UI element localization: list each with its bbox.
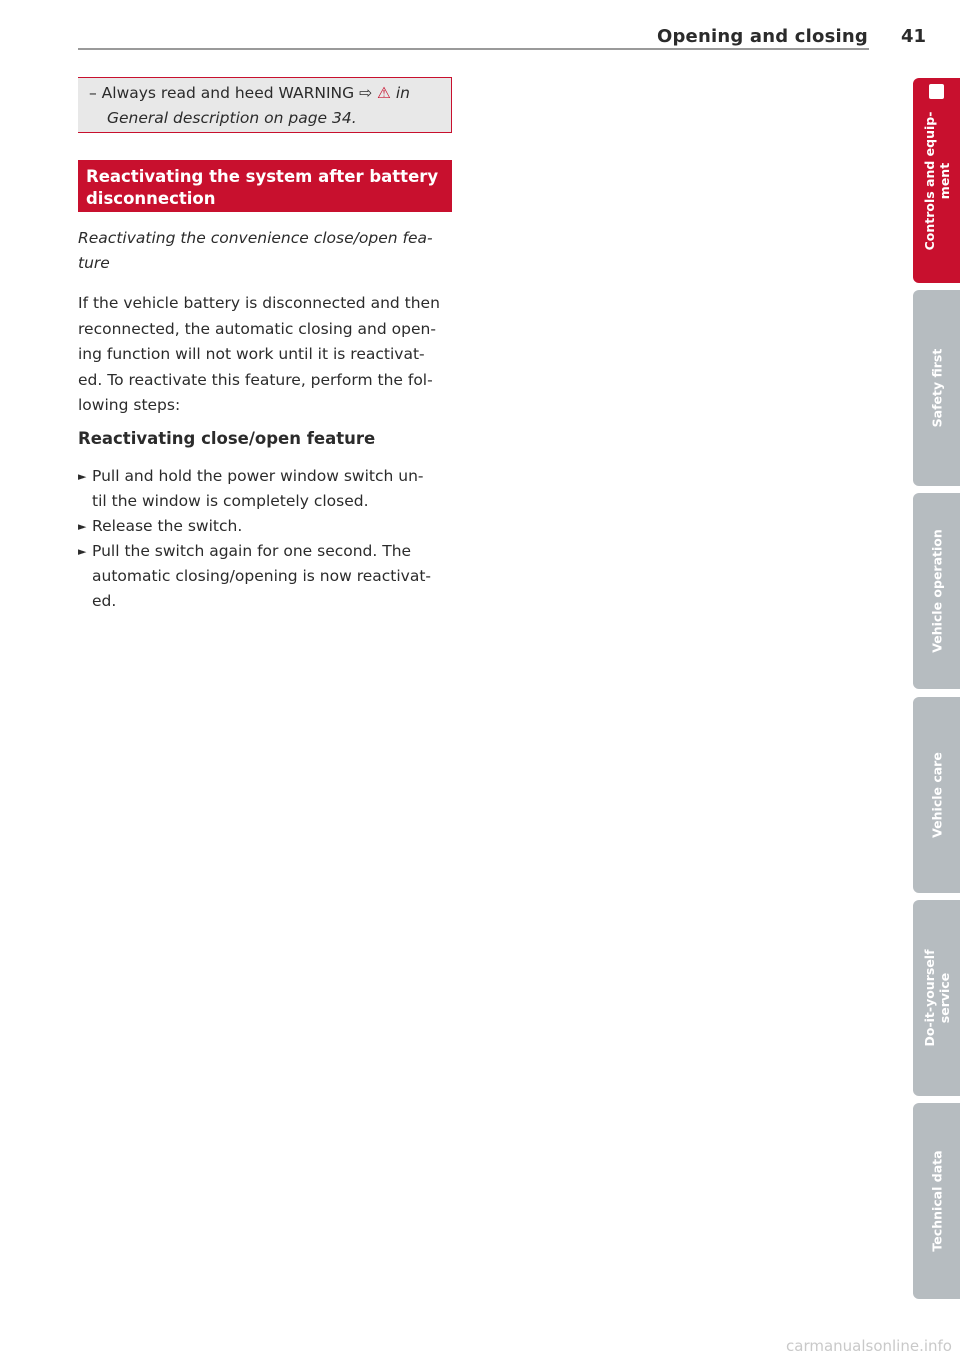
tab-label	[929, 529, 944, 653]
tab-label-line2: ment	[936, 162, 952, 199]
tab-do-it-yourself-service[interactable]	[913, 900, 960, 1096]
tab-safety-first[interactable]	[913, 290, 960, 486]
warning-note-line1	[89, 84, 410, 102]
procedure-heading: Reactivating close/open feature	[78, 429, 376, 448]
warning-note-reference[interactable]: General description on page 34.	[107, 109, 357, 127]
warning-triangle-icon: ⚠	[376, 84, 391, 102]
tab-label-line1: Technical data	[929, 1150, 944, 1252]
running-header-title: Opening and closing	[656, 26, 868, 47]
tab-label-line1: Vehicle operation	[929, 529, 944, 653]
section-heading-line2: disconnection	[86, 189, 216, 208]
tab-controls-and-equipment[interactable]	[913, 78, 960, 283]
step-line: til the window is completely closed.	[92, 492, 369, 510]
body-line: ed. To reactivate this feature, perform the fol-	[78, 370, 433, 389]
step-line: Pull and hold the power window switch un-	[92, 467, 424, 485]
subtitle-line1: Reactivating the convenience close/open fea-	[78, 229, 433, 247]
tab-label-line1: Do-it-yourself	[921, 949, 937, 1047]
subtitle-line2: ture	[78, 254, 110, 272]
body-line: lowing steps:	[78, 396, 181, 414]
tab-label-line1: Vehicle care	[929, 752, 944, 838]
step-line: ed.	[92, 592, 117, 610]
step-line: Pull the switch again for one second. The	[92, 542, 412, 560]
section-subtitle	[78, 226, 458, 276]
tab-label	[922, 111, 952, 250]
tab-label-line1: Controls and equip-	[921, 111, 937, 250]
page-number: 41	[901, 26, 927, 47]
tab-marker-icon	[929, 84, 944, 99]
step-line: Release the switch.	[92, 517, 243, 535]
arrow-bullet-icon: ►	[78, 545, 87, 558]
watermark: carmanualsonline.info	[786, 1337, 952, 1355]
tab-technical-data[interactable]	[913, 1103, 960, 1299]
body-line: If the vehicle battery is disconnected and then	[78, 294, 440, 312]
section-heading	[86, 166, 446, 210]
tab-vehicle-care[interactable]	[913, 697, 960, 893]
warning-note-italic: in	[390, 84, 410, 102]
procedure-step	[78, 539, 458, 614]
arrow-bullet-icon: ►	[78, 520, 87, 533]
arrow-bullet-icon: ►	[78, 470, 87, 483]
tab-label	[929, 1150, 944, 1251]
tab-label-line1: Safety first	[929, 348, 944, 428]
procedure-step	[78, 514, 458, 539]
tab-label-line2: service	[936, 972, 952, 1024]
body-paragraph	[78, 291, 458, 419]
procedure-step	[78, 464, 458, 514]
body-line: ing function will not work until it is reactivat-	[78, 345, 425, 363]
warning-note-text: – Always read and heed WARNING ⇨	[89, 84, 377, 102]
step-line: automatic closing/opening is now reactivat-	[92, 567, 432, 585]
tab-label	[929, 752, 944, 838]
tab-vehicle-operation[interactable]	[913, 493, 960, 689]
header-divider	[78, 48, 869, 50]
section-heading-line1: Reactivating the system after battery	[86, 167, 439, 186]
body-line: reconnected, the automatic closing and open-	[78, 319, 436, 338]
tab-label	[922, 949, 952, 1046]
procedure-steps	[78, 464, 458, 614]
tab-label	[929, 349, 944, 428]
